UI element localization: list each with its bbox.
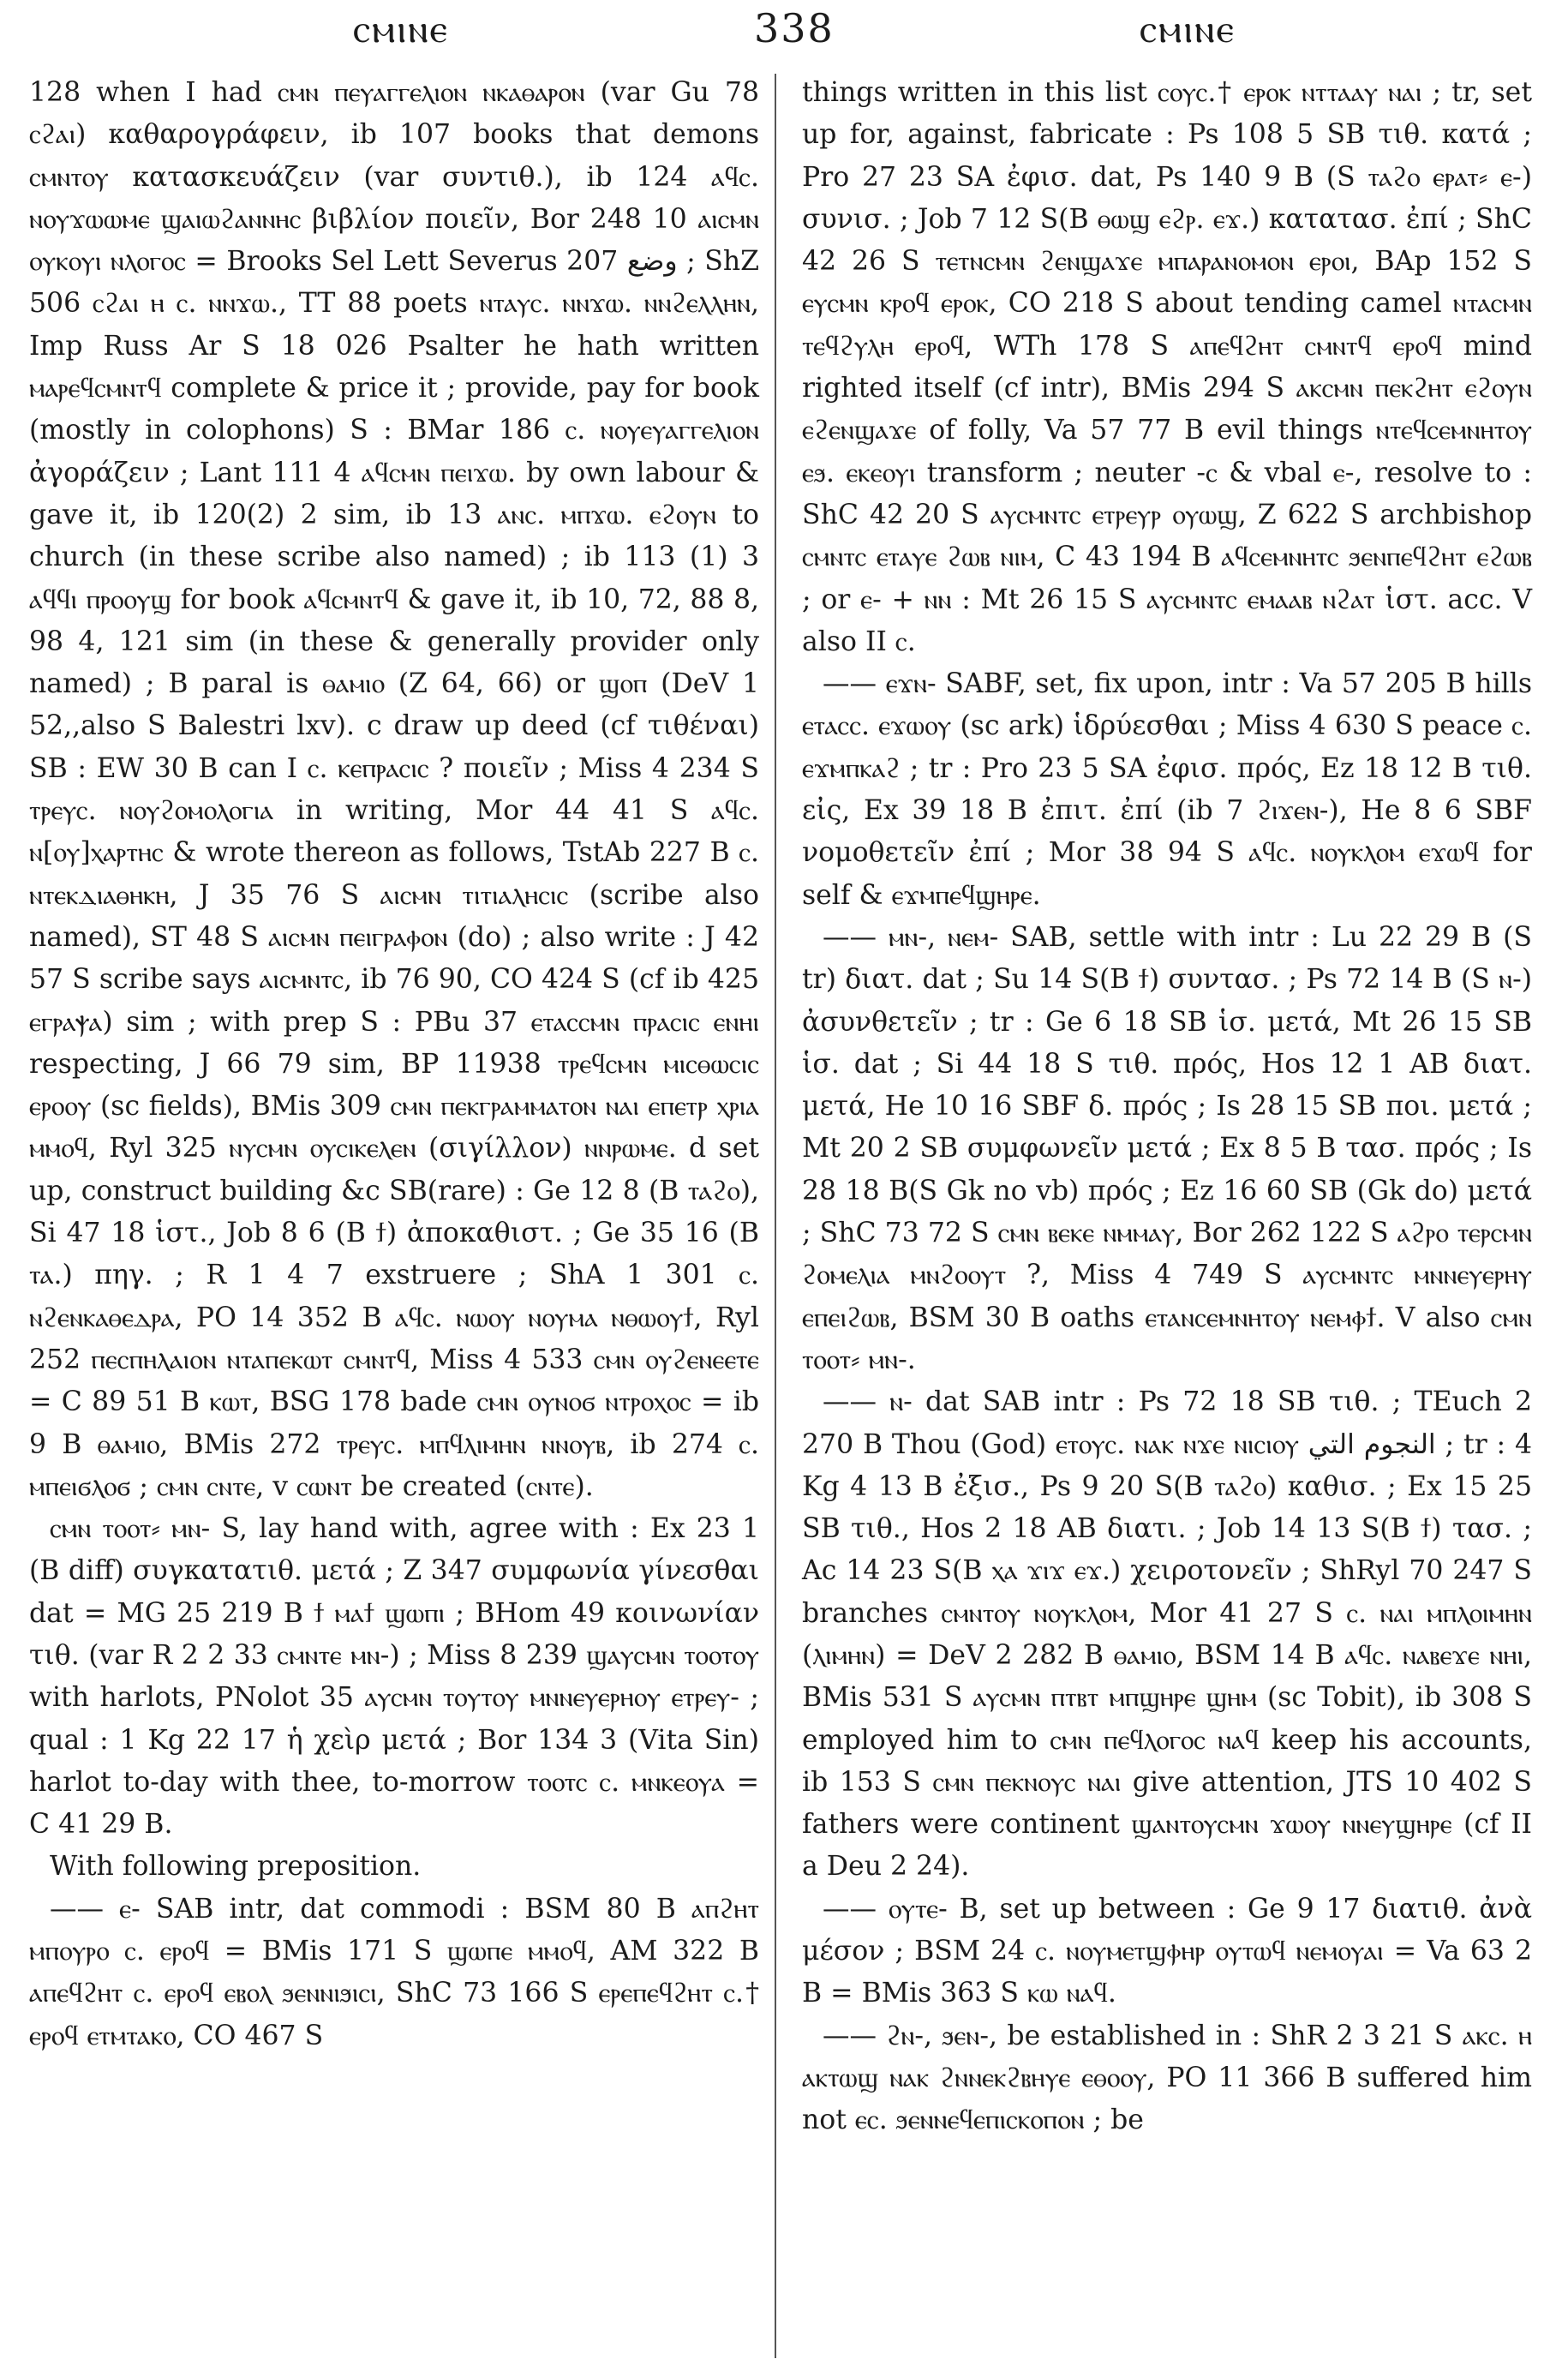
entry-paragraph: —— ⲉ- SAB intr, dat commodi : BSM 80 B ⲁⲡϩⲏⲧ ⲙⲡⲟⲩⲣⲟ ⲥ. ⲉⲣⲟϥ = BMis 171 S ϣⲱⲡⲉ ⲙⲙⲟϥ, AM 322 B ⲁⲡⲉϥϩⲏⲧ ⲥ. ⲉⲣⲟϥ ⲉⲃⲟⲗ ϧⲉⲛⲛⲓϧⲓⲥⲓ, ShC 73 166 S ⲉⲣⲉⲡⲉϥϩⲏⲧ ⲥ.† ⲉⲣⲟϥ ⲉⲧⲙⲧⲁⲕⲟ, CO 467 S bbox=[29, 1893, 759, 2051]
entry-paragraph: —— ϩⲛ-, ϧⲉⲛ-, be established in : ShR 2 3 21 S ⲁⲕⲥ. ⲏ ⲁⲕⲧⲱϣ ⲛⲁⲕ ϩⲛⲛⲉⲕϩⲃⲏⲩⲉ ⲉⲑⲟⲟⲩ, PO 11 366 B suffered him not ⲉⲥ. ϧⲉⲛⲛⲉϥⲉⲡⲓⲥⲕⲟⲡⲟⲛ ; be bbox=[802, 2020, 1532, 2136]
entry-paragraph: —— ⲛ- dat SAB intr : Ps 72 18 SB τιθ. ; TEuch 2 270 B Thou (God) ⲉⲧⲟⲩⲥ. ⲛⲁⲕ ⲛϫⲉ ⲛⲓⲥⲓⲟⲩ النجوم التي ; tr : 4 Kg 4 13 B ἐξισ., Ps 9 20 S(B ⲧⲁϩⲟ) καθισ. ; Ex 15 25 SB τιθ., Hos 2 18 AB διατι. ; Job 14 13 S(B ϯ) τασ. ; Ac 14 23 S(B ⲭⲁ ϫⲓϫ ⲉϫ.) χειροτονεῖν ; ShRyl 70 247 S branches ⲥⲙⲛⲧⲟⲩ ⲛⲟⲩⲕⲗⲟⲙ, Mor 41 27 S ⲥ. ⲛⲁⲓ ⲙⲡⲗⲟⲓⲙⲏⲛ (ⲗⲓⲙⲏⲛ) = DeV 2 282 B ⲑⲁⲙⲓⲟ, BSM 14 B ⲁϥⲥ. ⲛⲁⲃⲉϫⲉ ⲛⲏⲓ, BMis 531 S ⲁⲩⲥⲙⲛ ⲡⲧⲃⲧ ⲙⲡϣⲏⲣⲉ ϣⲏⲙ (sc Tobit), ib 308 S employed him to ⲥⲙⲛ ⲡⲉϥⲗⲟⲅⲟⲥ ⲛⲁϥ keep his accounts, ib 153 S ⲥⲙⲛ ⲡⲉⲕⲛⲟⲩⲥ ⲛⲁⲓ give attention, JTS 10 402 S fathers were continent ϣⲁⲛⲧⲟⲩⲥⲙⲛ ϫⲱⲟⲩ ⲛⲛⲉⲩϣⲏⲣⲉ (cf II a Deu 2 24). bbox=[802, 1386, 1532, 1883]
column-divider bbox=[775, 74, 776, 2358]
entry-paragraph: 128 when I had ⲥⲙⲛ ⲡⲉⲩⲁⲅⲅⲉⲗⲓⲟⲛ ⲛⲕⲁⲑⲁⲣⲟⲛ (var Gu 78 ⲥϩⲁⲓ) καθαρογράφειν, ib 107 books that demons ⲥⲙⲛⲧⲟⲩ κατασκευάζειν (var συντιθ.), ib 124 ⲁϥⲥ. ⲛⲟⲩϫⲱⲱⲙⲉ ϣⲁⲓⲱϩⲁⲛⲛⲏⲥ βιβλίον ποιεῖν, Bor 248 10 ⲁⲓⲥⲙⲛ ⲟⲩⲕⲟⲩⲓ ⲛⲗⲟⲅⲟⲥ = Brooks Sel Lett Severus 207 وضع ; ShZ 506 ⲥϩⲁⲓ ⲏ ⲥ. ⲛⲛϫⲱ., TT 88 poets ⲛⲧⲁⲩⲥ. ⲛⲛϫⲱ. ⲛⲛϩⲉⲗⲗⲏⲛ, Imp Russ Ar S 18 026 Psalter he hath written ⲙⲁⲣⲉϥⲥⲙⲛⲧϥ complete & price it ; provide, pay for book (mostly in colophons) S : BMar 186 ⲥ. ⲛⲟⲩⲉⲩⲁⲅⲅⲉⲗⲓⲟⲛ ἀγοράζειν ; Lant 111 4 ⲁϥⲥⲙⲛ ⲡⲉⲓϫⲱ. by own labour & gave it, ib 120(2) 2 sim, ib 13 ⲁⲛⲥ. ⲙⲡϫⲱ. ⲉϩⲟⲩⲛ to church (in these scribe also named) ; ib 113 (1) 3 ⲁϥϥⲓ ⲡⲣⲟⲟⲩϣ for book ⲁϥⲥⲙⲛⲧϥ & gave it, ib 10, 72, 88 8, 98 4, 121 sim (in these & generally provider only named) ; B paral is ⲑⲁⲙⲓⲟ (Z 64, 66) or ϣⲟⲡ (DeV 1 52,,also S Balestri lxv). c draw up deed (cf τιθέναι) SB : EW 30 B can I ⲥ. ⲕⲉⲡⲣⲁⲥⲓⲥ ? ποιεῖν ; Miss 4 234 S ⲧⲣⲉⲩⲥ. ⲛⲟⲩϩⲟⲙⲟⲗⲟⲅⲓⲁ in writing, Mor 44 41 S ⲁϥⲥ. ⲛ[ⲟⲩ]ⲭⲁⲣⲧⲏⲥ & wrote thereon as follows, TstAb 227 B ⲥ. ⲛⲧⲉⲕⲇⲓⲁⲑⲏⲕⲏ, J 35 76 S ⲁⲓⲥⲙⲛ ⲧⲓⲧⲓⲁⲗⲏⲥⲓⲥ (scribe also named), ST 48 S ⲁⲓⲥⲙⲛ ⲡⲉⲓⲅⲣⲁⲫⲟⲛ (do) ; also write : J 42 57 S scribe says ⲁⲓⲥⲙⲛⲧⲥ, ib 76 90, CO 424 S (cf ib 425 ⲉⲅⲣⲁⲯⲁ) sim ; with prep S : PBu 37 ⲉⲧⲁⲥⲥⲙⲛ ⲡⲣⲁⲥⲓⲥ ⲉⲛⲏⲓ respecting, J 66 79 sim, BP 11938 ⲧⲣⲉϥⲥⲙⲛ ⲙⲓⲥⲑⲱⲥⲓⲥ ⲉⲣⲟⲟⲩ (sc fields), BMis 309 ⲥⲙⲛ ⲡⲉⲕⲅⲣⲁⲙⲙⲁⲧⲟⲛ ⲛⲁⲓ ⲉⲡⲉⲧⲣ ⲭⲣⲓⲁ ⲙⲙⲟϥ, Ryl 325 ⲛⲩⲥⲙⲛ ⲟⲩⲥⲓⲕⲉⲗⲉⲛ (σιγίλλον) ⲛⲛⲣⲱⲙⲉ. d set up, construct building &c SB(rare) : Ge 12 8 (B ⲧⲁϩⲟ), Si 47 18 ἱστ., Job 8 6 (B ϯ) ἀποκαθιστ. ; Ge 35 16 (B ⲧⲁ.) πηγ. ; R 1 4 7 exstruere ; ShA 1 301 ⲥ. ⲛϩⲉⲛⲕⲁⲑⲉⲇⲣⲁ, PO 14 352 B ⲁϥⲥ. ⲛⲱⲟⲩ ⲛⲟⲩⲙⲁ ⲛⲑⲱⲟⲩϯ, Ryl 252 ⲡⲉⲥⲡⲏⲗⲁⲓⲟⲛ ⲛⲧⲁⲡⲉⲕⲱⲧ ⲥⲙⲛⲧϥ, Miss 4 533 ⲥⲙⲛ ⲟⲩϩⲉⲛⲉⲉⲧⲉ = C 89 51 B ⲕⲱⲧ, BSG 178 bade ⲥⲙⲛ ⲟⲩⲛⲟϭ ⲛⲧⲣⲟⲭⲟⲥ = ib 9 B ⲑⲁⲙⲓⲟ, BMis 272 ⲧⲣⲉⲩⲥ. ⲙⲡϥⲗⲓⲙⲏⲛ ⲛⲛⲟⲩⲃ, ib 274 ⲥ. ⲙⲡⲉⲓϭⲗⲟϭ ; ⲥⲙⲛ ⲥⲛⲧⲉ, v ⲥⲱⲛⲧ be created (ⲥⲛⲧⲉ). bbox=[29, 77, 759, 1502]
entry-paragraph: —— ⲙⲛ-, ⲛⲉⲙ- SAB, settle with intr : Lu 22 29 B (S tr) διατ. dat ; Su 14 S(B ϯ) συντασ. ; Ps 72 14 B (S ⲛ-) ἀσυνθετεῖν ; tr : Ge 6 18 SB ἱσ. μετά, Mt 26 15 SB ἱσ. dat ; Si 44 18 S τιθ. πρός, Hos 12 1 AB διατ. μετά, He 10 16 SBF δ. πρός ; Is 28 15 SB ποι. μετά ; Mt 20 2 SB συμφωνεῖν μετά ; Ex 8 5 B τασ. πρός ; Is 28 18 B(S Gk no vb) πρός ; Ez 16 60 SB (Gk do) μετά ; ShC 73 72 S ⲥⲙⲛ ⲃⲉⲕⲉ ⲛⲙⲙⲁⲩ, Bor 262 122 S ⲁϩⲣⲟ ⲧⲉⲣⲥⲙⲛ ϩⲟⲙⲉⲗⲓⲁ ⲙⲛϩⲟⲟⲩⲧ ?, Miss 4 749 S ⲁⲩⲥⲙⲛⲧⲥ ⲙⲛⲛⲉⲩⲉⲣⲏⲩ ⲉⲡⲉⲓϩⲱⲃ, BSM 30 B oaths ⲉⲧⲁⲛⲥⲉⲙⲛⲏⲧⲟⲩ ⲛⲉⲙⲫϯ. V also ⲥⲙⲛ ⲧⲟⲟⲧ⸗ ⲙⲛ-. bbox=[802, 921, 1532, 1375]
entry-paragraph: ⲥⲙⲛ ⲧⲟⲟⲧ⸗ ⲙⲛ- S, lay hand with, agree with : Ex 23 1 (B diff) συγκατατιθ. μετά ; Z 347 συμφωνία γίνεσθαι dat = MG 25 219 B ϯ ⲙⲁϯ ϣⲱⲡⲓ ; BHom 49 κοινωνίαν τιθ. (var R 2 2 33 ⲥⲙⲛⲧⲉ ⲙⲛ-) ; Miss 8 239 ϣⲁⲩⲥⲙⲛ ⲧⲟⲟⲧⲟⲩ with harlots, PNolot 35 ⲁⲩⲥⲙⲛ ⲧⲟⲩⲧⲟⲩ ⲙⲛⲛⲉⲩⲉⲣⲏⲟⲩ ⲉⲧⲣⲉⲩ- ; qual : 1 Kg 22 17 ἡ χεὶρ μετά ; Bor 134 3 (Vita Sin) harlot to-day with thee, to-morrow ⲧⲟⲟⲧⲥ ⲥ. ⲙⲛⲕⲉⲟⲩⲁ = C 41 29 B. bbox=[29, 1513, 759, 1841]
running-head-left: ⲥⲙⲓⲛⲉ bbox=[353, 5, 449, 51]
entry-paragraph: things written in this list ⲥⲟⲩⲥ.† ⲉⲣⲟⲕ ⲛⲧⲧⲁⲁⲩ ⲛⲁⲓ ; tr, set up for, against, fabricate : Ps 108 5 SB τιθ. κατά ; Pro 27 23 SA ἐφισ. dat, Ps 140 9 B (S ⲧⲁϩⲟ ⲉⲣⲁⲧ⸗ ⲉ-) συνισ. ; Job 7 12 S(B ⲑⲱϣ ⲉϩⲣ. ⲉϫ.) κατατασ. ἐπί ; ShC 42 26 S ⲧⲉⲧⲛⲥⲙⲛ ϩⲉⲛϣⲁϫⲉ ⲙⲡⲁⲣⲁⲛⲟⲙⲟⲛ ⲉⲣⲟⲓ, BAp 152 S ⲉⲩⲥⲙⲛ ⲕⲣⲟϥ ⲉⲣⲟⲕ, CO 218 S about tending camel ⲛⲧⲁⲥⲙⲛ ⲧⲉϥϩⲩⲗⲏ ⲉⲣⲟϥ, WTh 178 S ⲁⲡⲉϥϩⲏⲧ ⲥⲙⲛⲧϥ ⲉⲣⲟϥ mind righted itself (cf intr), BMis 294 S ⲁⲕⲥⲙⲛ ⲡⲉⲕϩⲏⲧ ⲉϩⲟⲩⲛ ⲉϩⲉⲛϣⲁϫⲉ of folly, Va 57 77 B evil things ⲛⲧⲉϥⲥⲉⲙⲛⲏⲧⲟⲩ ⲉϧ. ⲉⲕⲉⲟⲩⲓ transform ; neuter -ⲥ & vbal ⲉ-, resolve to : ShC 42 20 S ⲁⲩⲥⲙⲛⲧⲥ ⲉⲧⲣⲉⲩⲣ ⲟⲩⲱϣ, Z 622 S archbishop ⲥⲙⲛⲧⲥ ⲉⲧⲁⲩⲉ ϩⲱⲃ ⲛⲓⲙ, C 43 194 B ⲁϥⲥⲉⲙⲛⲏⲧⲥ ϧⲉⲛⲡⲉϥϩⲏⲧ ⲉϩⲱⲃ ; or ⲉ- + ⲛⲛ : Mt 26 15 S ⲁⲩⲥⲙⲛⲧⲥ ⲉⲙⲁⲁⲃ ⲛϩⲁⲧ ἱστ. acc. V also II ⲥ. bbox=[802, 77, 1532, 657]
right-column bbox=[802, 72, 1532, 2142]
entry-paragraph: —— ⲉϫⲛ- SABF, set, fix upon, intr : Va 57 205 B hills ⲉⲧⲁⲥⲥ. ⲉϫⲱⲟⲩ (sc ark) ἱδρύεσθαι ; Miss 4 630 S peace ⲥ. ⲉϫⲙⲡⲕⲁϩ ; tr : Pro 23 5 SA ἐφισ. πρός, Ez 18 12 B τιθ. εἰς, Ex 39 18 B ἐπιτ. ἐπί (ib 7 ϩⲓϫⲉⲛ-), He 8 6 SBF νομοθετεῖν ἐπί ; Mor 38 94 S ⲁϥⲥ. ⲛⲟⲩⲕⲗⲟⲙ ⲉϫⲱϥ for self & ⲉϫⲙⲡⲉϥϣⲏⲣⲉ. bbox=[802, 668, 1532, 911]
running-head-right: ⲥⲙⲓⲛⲉ bbox=[1140, 5, 1236, 51]
entry-paragraph: —— ⲟⲩⲧⲉ- B, set up between : Ge 9 17 διατιθ. ἀνὰ μέσον ; BSM 24 ⲥ. ⲛⲟⲩⲙⲉⲧϣⲫⲏⲣ ⲟⲩⲧⲱϥ ⲛⲉⲙⲟⲩⲁⲓ = Va 63 2 B = BMis 363 S ⲕⲱ ⲛⲁϥ. bbox=[802, 1893, 1532, 2009]
page-number: 338 bbox=[754, 5, 835, 51]
section-heading: With following preposition. bbox=[50, 1851, 422, 1883]
left-column bbox=[29, 72, 759, 2057]
